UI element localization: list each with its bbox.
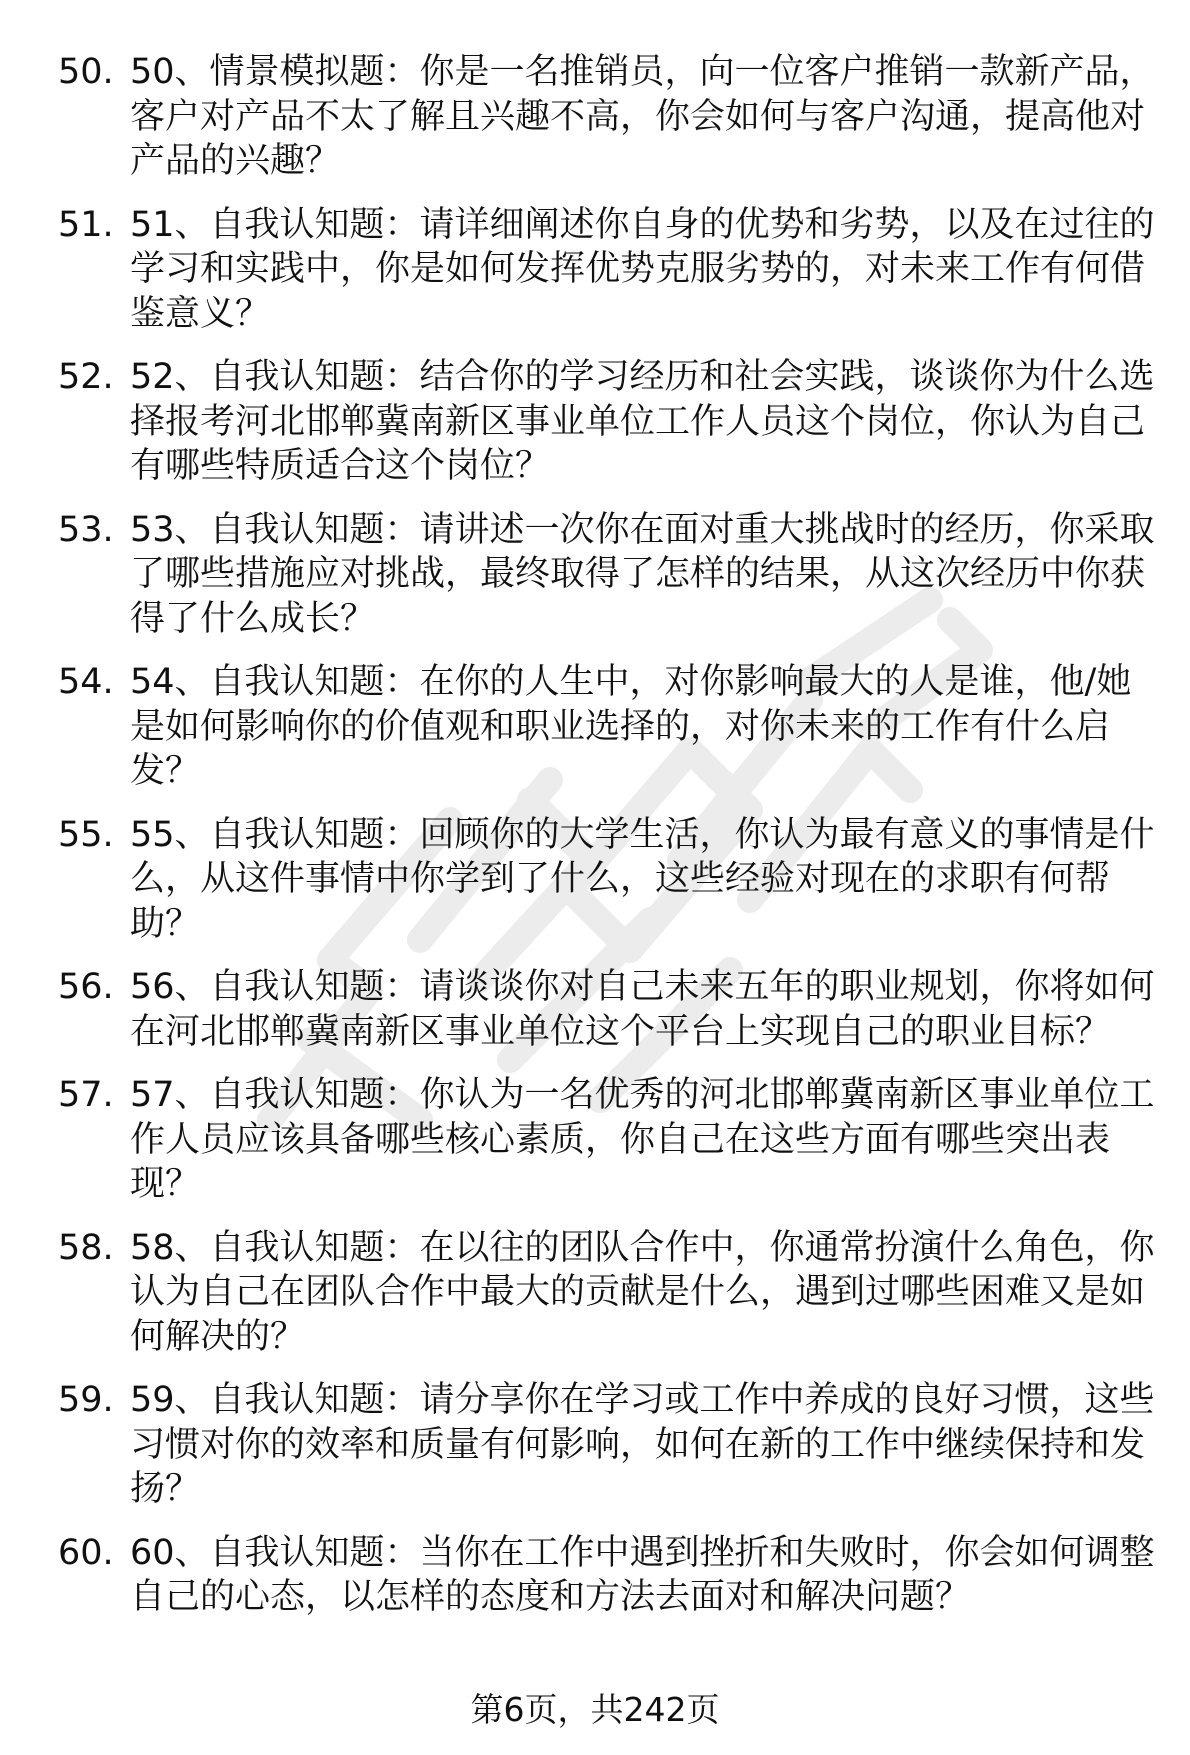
item-text: 54、自我认知题：在你的人生中，对你影响最大的人是谁，他/她是如何影响你的价值观和职业选择的，对你未来的工作有什么启发？ — [130, 662, 1132, 791]
list-item — [58, 203, 1158, 337]
item-number: 59. — [58, 1380, 114, 1420]
item-text: 56、自我认知题：请谈谈你对自己未来五年的职业规划，你将如何在河北邯郸冀南新区事业单位这个平台上实现自己的职业目标？ — [130, 967, 1155, 1052]
page-footer — [0, 1690, 1190, 1730]
item-number: 56. — [58, 967, 114, 1007]
item-text: 53、自我认知题：请讲述一次你在面对重大挑战时的经历，你采取了哪些措施应对挑战，最终取得了怎样的结果，从这次经历中你获得了什么成长？ — [130, 509, 1155, 639]
item-number: 57. — [58, 1075, 114, 1115]
item-text: 50、情景模拟题：你是一名推销员，向一位客户推销一款新产品，客户对产品不太了解且兴趣不高，你会如何与客户沟通，提高他对产品的兴趣？ — [130, 52, 1155, 181]
list-item — [58, 1378, 1158, 1512]
item-text: 57、自我认知题：你认为一名优秀的河北邯郸冀南新区事业单位工作人员应该具备哪些核心素质，你自己在这些方面有哪些突出表现？ — [130, 1075, 1155, 1204]
item-text: 52、自我认知题：结合你的学习经历和社会实践，谈谈你为什么选择报考河北邯郸冀南新区事业单位工作人员这个岗位，你认为自己有哪些特质适合这个岗位？ — [130, 357, 1155, 486]
item-number: 50. — [58, 52, 114, 92]
item-number: 58. — [58, 1227, 114, 1268]
page-number-label: 第6页，共242页 — [470, 1690, 720, 1729]
item-text: 58、自我认知题：在以往的团队合作中，你通常扮演什么角色，你认为自己在团队合作中最大的贡献是什么，遇到过哪些困难又是如何解决的？ — [130, 1227, 1155, 1357]
question-list — [58, 50, 1158, 1620]
item-number: 52. — [58, 357, 114, 397]
document-body — [58, 50, 1158, 1639]
list-item — [58, 660, 1158, 794]
item-number: 60. — [58, 1532, 114, 1573]
item-text: 51、自我认知题：请详细阐述你自身的优势和劣势，以及在过往的学习和实践中，你是如何发挥优势克服劣势的，对未来工作有何借鉴意义？ — [130, 204, 1155, 334]
item-number: 55. — [58, 814, 114, 855]
list-item — [58, 508, 1158, 642]
list-item — [58, 50, 1158, 184]
item-number: 54. — [58, 662, 114, 702]
item-text: 55、自我认知题：回顾你的大学生活，你认为最有意义的事情是什么，从这件事情中你学到了什么，这些经验对现在的求职有何帮助？ — [130, 814, 1155, 944]
list-item — [58, 1073, 1158, 1207]
item-text: 60、自我认知题：当你在工作中遇到挫折和失败时，你会如何调整自己的心态，以怎样的态度和方法去面对和解决问题？ — [130, 1532, 1155, 1617]
item-number: 53. — [58, 509, 114, 550]
list-item — [58, 965, 1158, 1054]
list-item — [58, 355, 1158, 489]
item-text: 59、自我认知题：请分享你在学习或工作中养成的良好习惯，这些习惯对你的效率和质量有何影响，如何在新的工作中继续保持和发扬？ — [130, 1380, 1155, 1509]
list-item — [58, 1531, 1158, 1620]
list-item — [58, 1226, 1158, 1360]
list-item — [58, 813, 1158, 947]
item-number: 51. — [58, 204, 114, 245]
